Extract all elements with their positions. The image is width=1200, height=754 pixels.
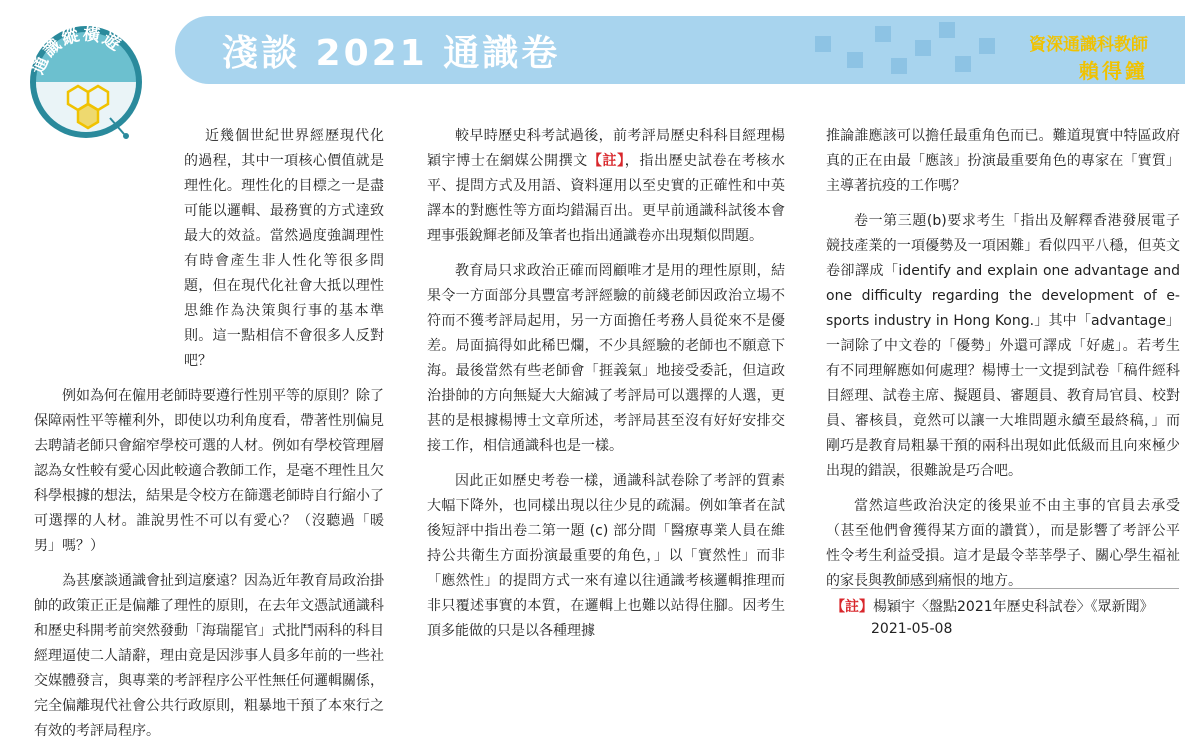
decor-pixel bbox=[939, 22, 955, 38]
paragraph: 推論誰應該可以擔任最重角色而已。難道現實中特區政府真的正在由最「應該」扮演最重要角色的專家在「實質」主導著抗疫的工作嗎？ bbox=[826, 128, 1180, 194]
decor-pixel bbox=[955, 56, 971, 72]
paragraph-text: ，指出歷史試卷在考核水平、提問方式及用語、資料運用以至史實的正確性和中英譯本的對應性等方面均錯漏百出。更早前通識科試後本會理事張銳輝老師及筆者也指出通識卷亦出現類似問題。 bbox=[427, 153, 785, 244]
author-name: 賴得鐘 bbox=[1079, 59, 1148, 83]
paragraph: 卷一第三題(b)要求考生「指出及解釋香港發展電子競技產業的一項優勢及一項困難」看似四平八穩，但英文卷卻譯成「identify and explain one advantage and one difficulty regarding the development of e-sports industry in Hong Kong.」其中「advantage」一詞除了中文卷的「優勢」外還可譯成「好處」。若考生有不同理解應如何處理？楊博士一文提到試卷「稿件經科目經理、試卷主席、擬題員、審題員、教育局官員、校對員、審核員，竟然可以讓一大堆問題永續至最終稿，」而剛巧是教育局粗暴干預的兩科出現如此低級而且向來極少出現的錯誤，很難說是巧合吧。 bbox=[826, 213, 1180, 479]
page-title: 淺談 2021 通識卷 bbox=[222, 33, 561, 74]
paragraph: 近幾個世紀世界經歷現代化的過程，其中一項核心價值就是理性化。理性化的目標之一是盡可能以邏輯、最務實的方式達致最大的效益。當然過度強調理性有時會產生非人性化等很多問題，但在現代化社會大抵以理性思維作為決策與行事的基本準則。這一點相信不會很多人反對吧？ bbox=[184, 128, 384, 369]
author-role: 資深通識科教師 bbox=[1029, 35, 1148, 55]
paragraph: 教育局只求政治正確而罔顧唯才是用的理性原則，結果令一方面部分具豐富考評經驗的前綫老師因政治立場不符而不獲考評局起用，另一方面擔任考務人員從來不是優差。局面搞得如此稀巴爛，不少具經驗的老師也不願意下海。最後當然有些老師會「捱義氣」地接受委託，但這政治掛帥的方向無疑大大縮減了考評局可以選擇的人選，更甚的是根據楊博士文章所述，考評局甚至沒有好好安排交接工作，相信通識科也是一樣。 bbox=[427, 263, 785, 454]
footnote bbox=[831, 596, 1181, 640]
footnote-text: 楊穎宇〈盤點2021年歷史科試卷〉《眾新聞》 bbox=[873, 599, 1154, 615]
paragraph: 為甚麼談通識會扯到這麼遠？因為近年教育局政治掛帥的政策正正是偏離了理性的原則，在去年文憑試通識科和歷史科開考前突然發動「海瑞罷官」式批鬥兩科的科目經理逼使二人請辭，理由竟是因涉事人員多年前的一些社交媒體發言，與專業的考評程序公平性無任何邏輯關係，完全偏離現代社會公共行政原則，粗暴地干預了本來行之有效的考評局程序。 bbox=[34, 573, 384, 739]
paragraph-text: 較早時歷史科考試過後，前考評局歷史科科目經理楊穎宇博士在網媒公開撰文 bbox=[427, 128, 785, 169]
article-column-3 bbox=[826, 124, 1180, 604]
footnote-mark: 【註】 bbox=[831, 599, 873, 615]
article-column-1 bbox=[34, 124, 384, 754]
paragraph bbox=[427, 124, 785, 249]
decor-pixel bbox=[847, 52, 863, 68]
badge-text: 通識縱橫遊 bbox=[28, 24, 126, 78]
decor-pixel bbox=[979, 38, 995, 54]
decor-pixel bbox=[915, 40, 931, 56]
footnote-reference: 【註】 bbox=[587, 153, 625, 169]
paragraph: 例如為何在僱用老師時要遵行性別平等的原則？除了保障兩性平等權利外，即使以功利角度看，帶著性別偏見去聘請老師只會縮窄學校可選的人材。例如有學校管理層認為女性較有愛心因此較適合教師工作，是毫不理性且欠科學根據的想法，結果是令校方在篩選老師時自行縮小了可選擇的人材。誰說男性不可以有愛心？（沒聽過「暖男」嗎？） bbox=[34, 388, 384, 554]
paragraph: 因此正如歷史考卷一樣，通識科試卷除了考評的質素大幅下降外，也同樣出現以往少見的疏漏。例如筆者在試後短評中指出卷二第一題 (c) 部分間「醫療專業人員在維持公共衛生方面扮演最重要的角色，」以「實然性」而非「應然性」的提問方式一來有違以往通識考核邏輯推理而非只覆述事實的本質，在邏輯上也難以站得住腳。因考生頂多能做的只是以各種理據 bbox=[427, 473, 785, 639]
paragraph: 當然這些政治決定的後果並不由主事的官員去承受（甚至他們會獲得某方面的讚賞），而是影響了考評公平性令考生利益受損。這才是最令莘莘學子、關心學生福祉的家長與教師感到痛恨的地方。 bbox=[826, 498, 1180, 589]
article-column-2 bbox=[427, 124, 785, 654]
decor-pixel bbox=[875, 26, 891, 42]
decor-pixel bbox=[815, 36, 831, 52]
footnote-date: 2021-05-08 bbox=[871, 621, 953, 637]
footnote-divider bbox=[831, 588, 1179, 589]
decor-pixel bbox=[891, 58, 907, 74]
